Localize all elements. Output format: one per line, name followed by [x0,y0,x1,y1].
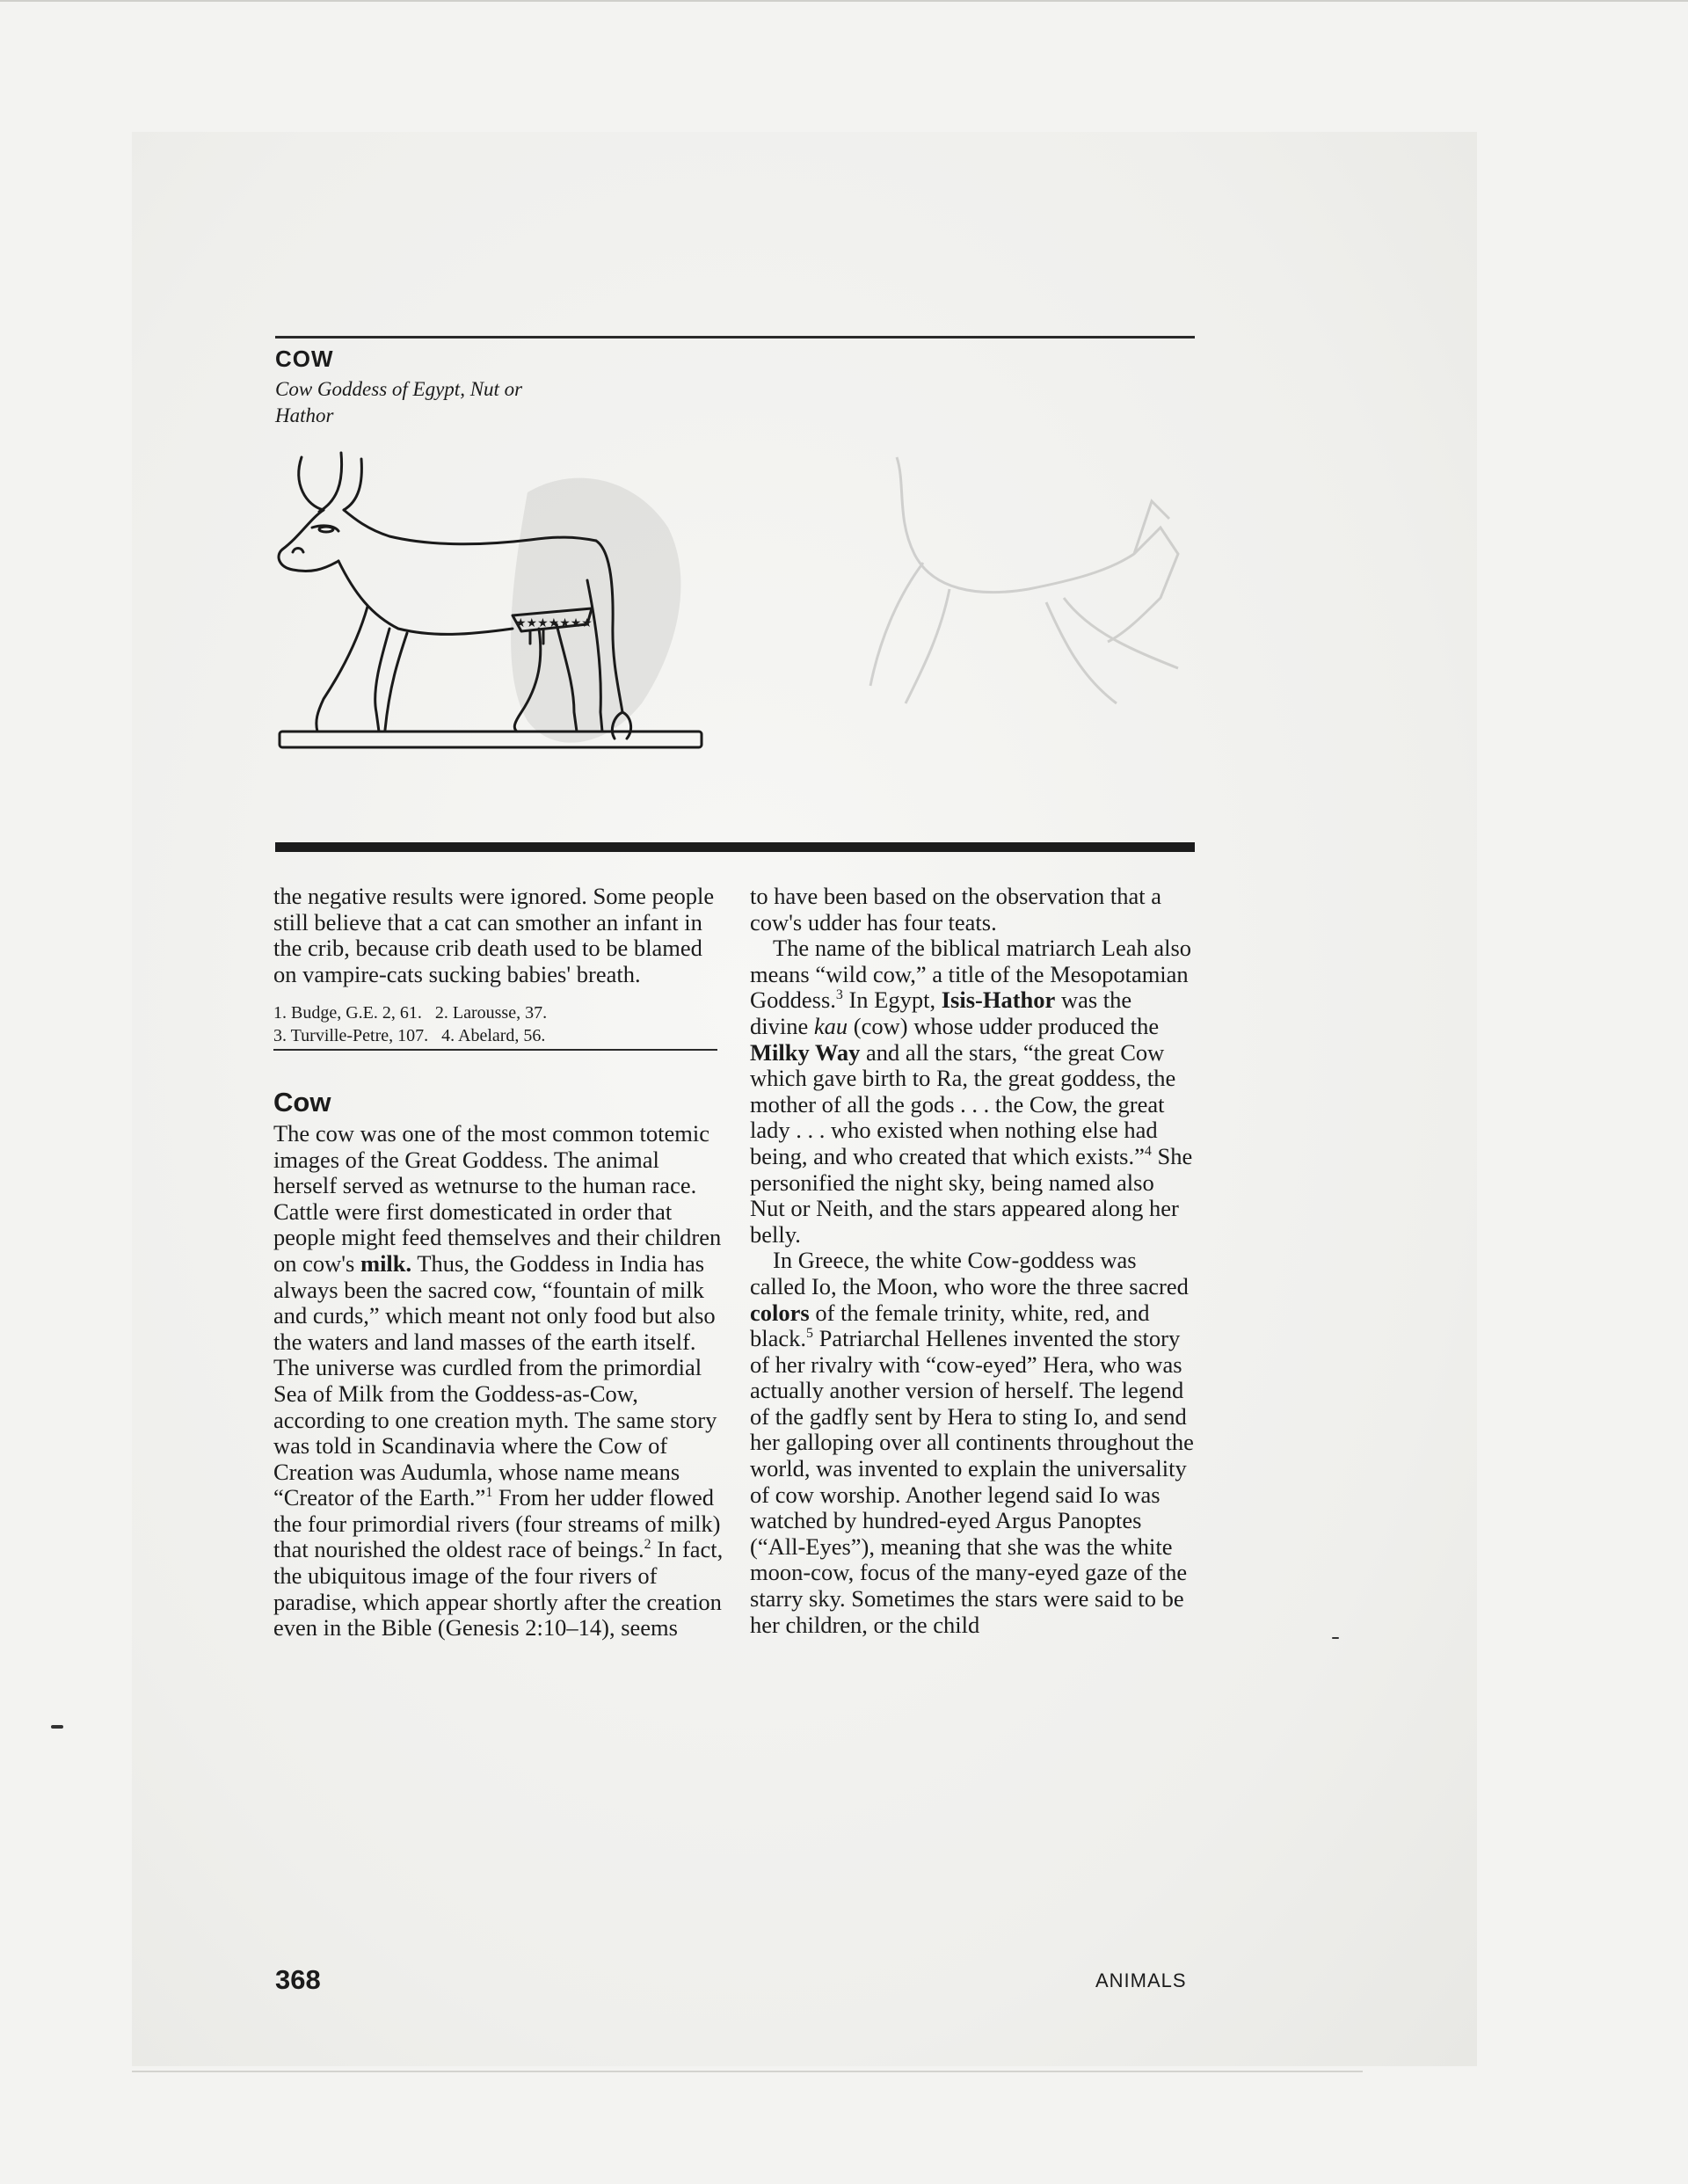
body-text: The name of the biblical matriarch Leah also means “wild cow,” a title of the Mesopotamian Goddess. [750,935,1192,1014]
footnote-marker: 4 [1144,1144,1152,1160]
figure-title: COW [275,346,334,372]
footnote-marker: 5 [806,1326,813,1342]
cross-reference: colors [750,1299,810,1326]
left-column [273,884,724,1642]
body-text: was the divine [750,986,1132,1039]
page-number: 368 [275,1964,321,1995]
scan-speck [51,1725,63,1729]
body-text: In Egypt, [842,986,942,1014]
footnotes-rule [273,1049,717,1051]
body-text: Patriarchal Hellenes invented the story of her rivalry with “cow-eyed” Hera, who was actually another version of herself. The legend of the gadfly sent by Hera to sting Io, and send her galloping over all continents throughout the world, was invented to explain the universality of cow worship. Another legend said Io was watched by hundred-eyed Argus Panoptes (“All-Eyes”), meaning that she was the white moon-cow, focus of the many-eyed gaze of the starry sky. Sometimes the stars were said to be her children, or the child [750,1325,1194,1638]
body-paragraph [750,935,1195,1248]
body-paragraph [273,1121,724,1642]
body-text: In Greece, the white Cow-goddess was called Io, the Moon, who wore the three sacred [750,1247,1189,1299]
section-divider-rule [275,842,1195,852]
italic-term: kau [813,1012,848,1039]
body-text: of the female trinity, white, red, and black. [750,1299,1150,1352]
footnotes [273,1001,724,1047]
figure-subtitle: Cow Goddess of Egypt, Nut or Hathor [275,378,523,426]
scan-speck [1332,1637,1339,1639]
footnote-line: 3. Turville-Petre, 107. 4. Abelard, 56. [273,1026,546,1046]
cross-reference: Milky Way [750,1038,861,1066]
svg-text:★★★★★★★: ★★★★★★★ [515,616,593,630]
footnote-marker: 2 [644,1537,651,1553]
scan-bottom-edge [132,2071,1363,2072]
body-text: In fact, the ubiquitous image of the four rivers of paradise, which appear shortly after the creation even in the Bible (Genesis 2:10–14), seems [273,1536,724,1642]
footnote-marker: 3 [835,987,843,1003]
cross-reference: Isis-Hathor [941,986,1056,1014]
body-text: and all the stars, “the great Cow which gave birth to Ra, the great goddess, the mother of all the gods . . . the Cow, the great lady . . . who existed when nothing else had being, and who created that which exists.” [750,1038,1176,1169]
body-text: From her udder flowed the four primordial rivers (four streams of milk) that nourished the oldest race of beings. [273,1484,721,1563]
caption-top-rule [275,336,1195,339]
cow-goddess-illustration [275,448,715,756]
body-text: The cow was one of the most common totemic images of the Great Goddess. The animal herself served as wetnurse to the human race. Cattle were first domesticated in order that people might feed themselves and their children on cow's [273,1119,722,1277]
body-text: (cow) whose udder produced the [848,1012,1160,1039]
footnote-marker: 1 [485,1485,493,1501]
body-text: She personified the night sky, being named also Nut or Neith, and the stars appeared along her belly. [750,1142,1193,1248]
cross-reference: milk. [360,1249,412,1277]
running-head: ANIMALS [1095,1969,1187,1991]
section-heading: Cow [273,1087,331,1118]
body-paragraph: to have been based on the observation that a cow's udder has four teats. [750,883,1162,935]
scan-top-edge [0,0,1688,2]
footnote-line: 1. Budge, G.E. 2, 61. 2. Larousse, 37. [273,1003,548,1023]
body-text: Thus, the Goddess in India has always been the sacred cow, “fountain of milk and curds,” which meant not only food but also the waters and land masses of the earth itself. The universe was curdled from the primordial Sea of Milk from the Goddess-as-Cow, according to one creation myth. The same story was told in Scandinavia where the Cow of Creation was Audumla, whose name means “Creator of the Earth.” [273,1249,717,1511]
body-paragraph [750,1248,1195,1638]
bleed-through-horse-drawing [844,422,1196,791]
right-column [750,884,1195,1638]
intro-paragraph: the negative results were ignored. Some people still believe that a cat can smother an infant in the crib, because crib death used to be blamed on vampire-cats sucking babies' breath. [273,883,715,987]
